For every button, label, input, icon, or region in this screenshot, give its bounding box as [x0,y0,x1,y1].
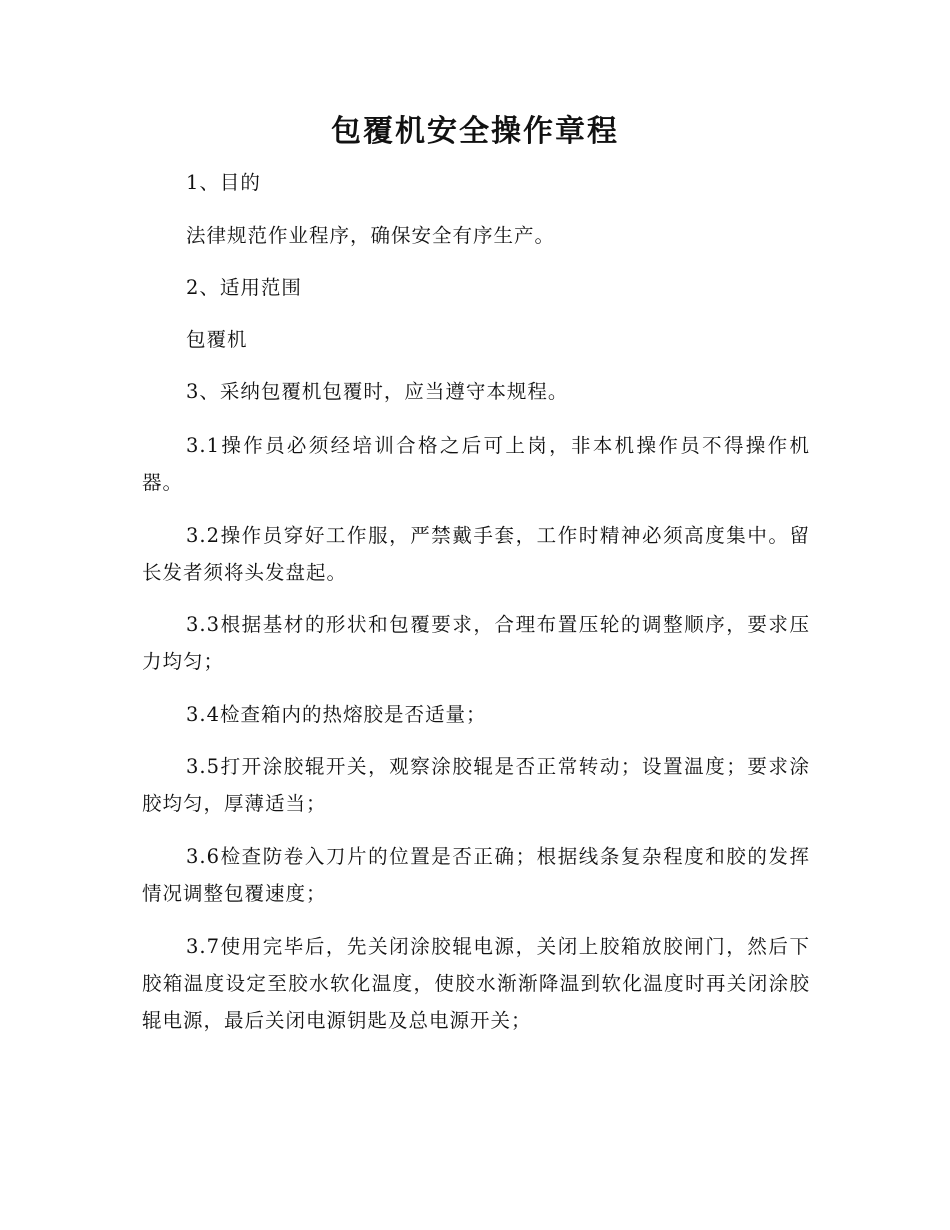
paragraph-3-1: 3.1操作员必须经培训合格之后可上岗，非本机操作员不得操作机器。 [142,434,810,494]
section-heading-purpose: 1、目的 [186,171,261,194]
paragraph-3-5: 3.5打开涂胶辊开关，观察涂胶辊是否正常转动；设置温度；要求涂胶均匀，厚薄适当； [142,755,810,815]
paragraph-scope: 包覆机 [186,328,248,351]
section-heading-scope: 2、适用范围 [186,276,302,299]
section-heading-procedure: 3、采纳包覆机包覆时，应当遵守本规程。 [186,380,569,403]
paragraph-3-4: 3.4检查箱内的热熔胶是否适量； [186,703,487,726]
paragraph-purpose: 法律规范作业程序，确保安全有序生产。 [186,224,556,247]
document-title: 包覆机安全操作章程 [331,114,619,149]
paragraph-3-3: 3.3根据基材的形状和包覆要求，合理布置压轮的调整顺序，要求压力均匀； [142,613,810,673]
paragraph-3-7: 3.7使用完毕后，先关闭涂胶辊电源，关闭上胶箱放胶闸门，然后下胶箱温度设定至胶水软化温度，使胶水渐渐降温到软化温度时再关闭涂胶辊电源，最后关闭电源钥匙及总电源开关； [142,935,810,1032]
paragraph-3-2: 3.2操作员穿好工作服，严禁戴手套，工作时精神必须高度集中。留长发者须将头发盘起。 [142,524,810,584]
paragraph-3-6: 3.6检查防卷入刀片的位置是否正确；根据线条复杂程度和胶的发挥情况调整包覆速度； [142,845,810,905]
